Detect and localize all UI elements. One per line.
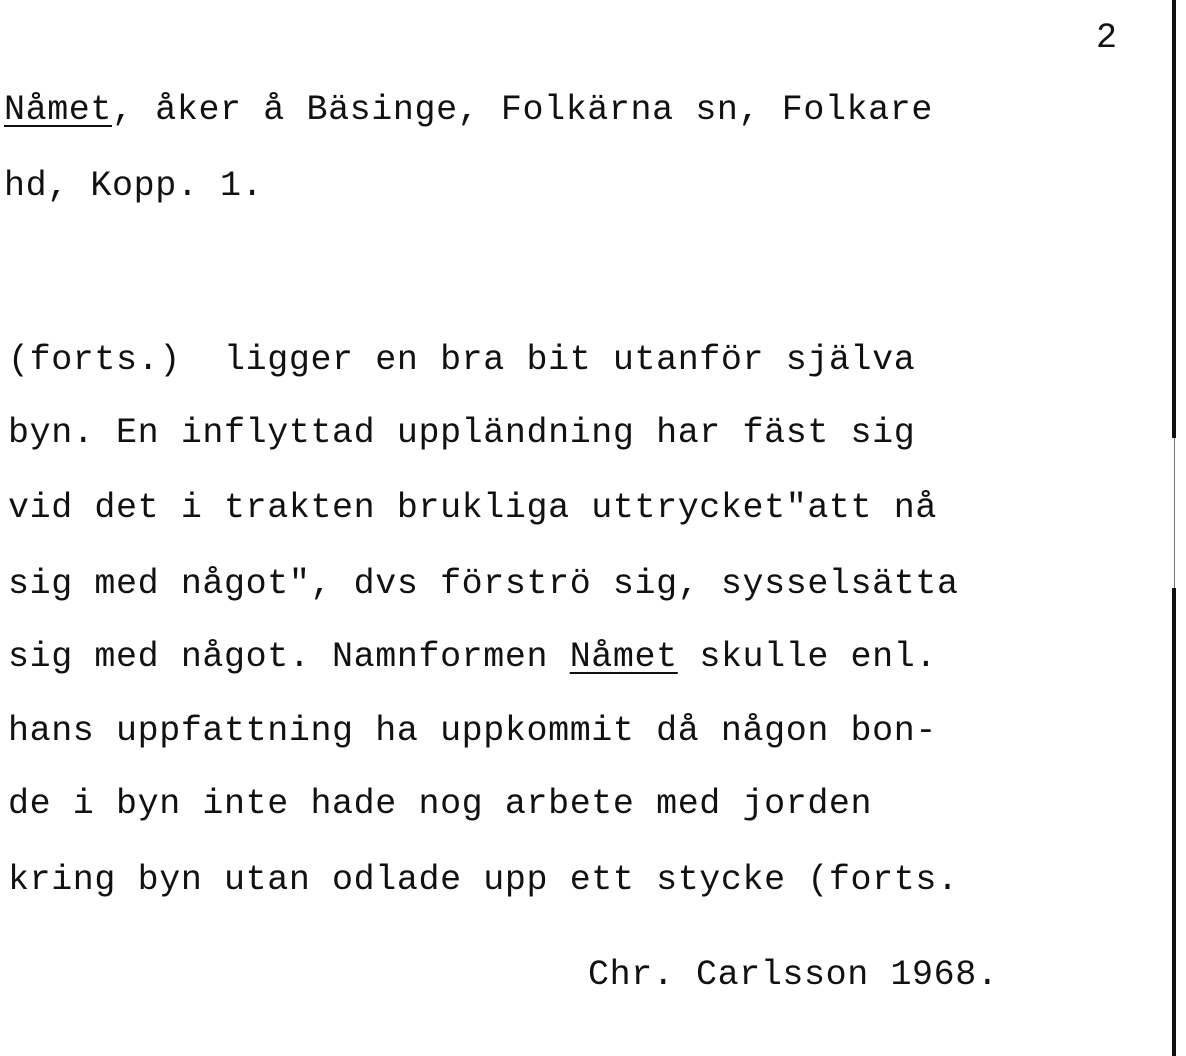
body-line-1: (forts.) ligger en bra bit utanför själva [8,340,916,380]
card-edge-thin [1174,438,1175,588]
body-line-5-start: sig med något. Namnformen [8,637,570,677]
body-line-4: sig med något", dvs förströ sig, sysselsätta [8,564,959,604]
body-line-7: de i byn inte hade nog arbete med jorden [8,784,873,824]
body-line-3: vid det i trakten brukliga uttrycket"att nå [8,488,937,528]
heading-line-1 [4,90,933,130]
heading-place-name: Nåmet [4,90,113,130]
page-number: 2 [1096,18,1118,58]
signature: Chr. Carlsson 1968. [588,955,999,995]
body-line-2: byn. En inflyttad uppländning har fäst sig [8,413,916,453]
heading-line-2: hd, Kopp. 1. [4,166,264,206]
body-line-5 [8,637,937,677]
body-place-name: Nåmet [569,637,678,677]
body-line-6: hans uppfattning ha uppkommit då någon bon- [8,711,937,751]
body-line-5-end: skulle enl. [677,637,937,677]
heading-line-1-text: , åker å Bäsinge, Folkärna sn, Folkare [112,90,933,130]
body-line-8: kring byn utan odlade upp ett stycke (forts. [8,860,959,900]
